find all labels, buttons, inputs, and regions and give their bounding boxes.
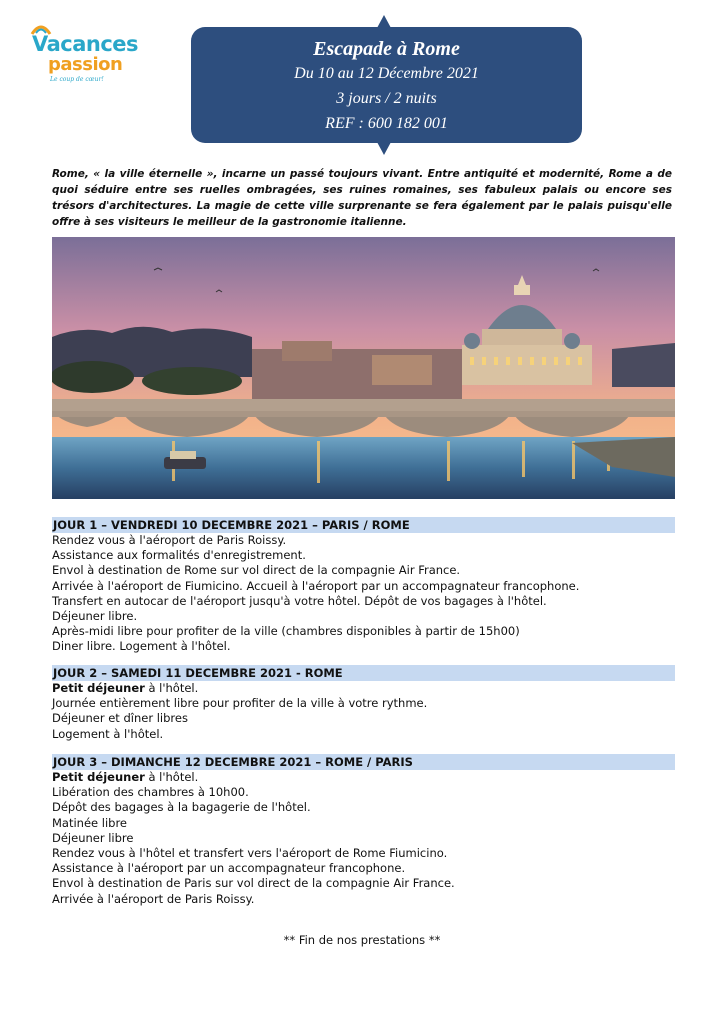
- vacances-passion-logo: [28, 18, 148, 88]
- rome-sunset-illustration: [52, 237, 675, 499]
- breakfast-rest: à l'hôtel.: [144, 770, 199, 784]
- day-1-line: Transfert en autocar de l'aéroport jusqu'à votre hôtel. Dépôt de vos bagages à l'hôtel.: [52, 593, 547, 608]
- day-3-line: Dépôt des bagages à la bagagerie de l'hôtel.: [52, 800, 311, 815]
- day-1-line: Déjeuner libre.: [52, 609, 138, 624]
- day-1-line: Arrivée à l'aéroport de Fiumicino. Accueil à l'aéroport par un accompagnateur francophone.: [52, 578, 580, 593]
- day-3-section: [52, 754, 675, 907]
- end-of-services-note: ** Fin de nos prestations **: [283, 933, 441, 947]
- day-3-line: Libération des chambres à 10h00.: [52, 785, 249, 800]
- title-box: [191, 27, 582, 143]
- day-1-line: Assistance aux formalités d'enregistrement.: [52, 548, 306, 563]
- rome-photo: [52, 237, 675, 499]
- day-3-line: Envol à destination de Paris sur vol direct de la compagnie Air France.: [52, 876, 455, 891]
- day-1-line: Diner libre. Logement à l'hôtel.: [52, 639, 231, 654]
- trip-dates: Du 10 au 12 Décembre 2021: [294, 65, 479, 82]
- day-1-heading: JOUR 1 – VENDREDI 10 DECEMBRE 2021 – PARIS / ROME: [52, 517, 675, 533]
- day-3-line: Assistance à l'aéroport par un accompagnateur francophone.: [52, 861, 406, 876]
- day-2-breakfast-line: [52, 681, 675, 696]
- day-3-line: Déjeuner libre: [52, 830, 134, 845]
- breakfast-rest: à l'hôtel.: [144, 681, 199, 695]
- day-2-section: [52, 665, 675, 742]
- day-3-heading: JOUR 3 – DIMANCHE 12 DECEMBRE 2021 – ROME / PARIS: [52, 754, 675, 770]
- day-2-line: Déjeuner et dîner libres: [52, 711, 188, 726]
- day-3-breakfast-line: [52, 770, 675, 785]
- day-3-line: Rendez vous à l'hôtel et transfert vers l'aéroport de Rome Fiumicino.: [52, 846, 448, 861]
- day-1-line: Envol à destination de Rome sur vol direct de la compagnie Air France.: [52, 563, 461, 578]
- day-2-line: Journée entièrement libre pour profiter de la ville à votre rythme.: [52, 696, 428, 711]
- day-3-line: Arrivée à l'aéroport de Paris Roissy.: [52, 891, 255, 906]
- logo-word-vacances: Vacances: [32, 32, 139, 56]
- trip-reference: REF : 600 182 001: [325, 115, 448, 132]
- day-1-line: Rendez vous à l'aéroport de Paris Roissy.: [52, 533, 287, 547]
- breakfast-label: Petit déjeuner: [52, 770, 145, 784]
- day-1-line: Après-midi libre pour profiter de la ville (chambres disponibles à partir de 15h00): [52, 624, 520, 639]
- breakfast-label: Petit déjeuner: [52, 681, 145, 695]
- day-2-heading: JOUR 2 – SAMEDI 11 DECEMBRE 2021 - ROME: [52, 665, 675, 681]
- day-1-section: [52, 517, 675, 655]
- logo-word-passion: passion: [48, 54, 123, 75]
- trip-title: Escapade à Rome: [313, 38, 460, 60]
- trip-duration: 3 jours / 2 nuits: [336, 90, 437, 107]
- day-3-line: Matinée libre: [52, 815, 128, 830]
- day-2-line: Logement à l'hôtel.: [52, 726, 164, 741]
- intro-paragraph: Rome, « la ville éternelle », incarne un passé toujours vivant. Entre antiquité et modernité, Rome a de quoi séduire entre ses ruelles ombragées, ses ruines romaines, ses fabuleux palais ou encore ses trésors d'architectures. La magie de cette ville surprenante se fera également par le palais puisqu'elle offre à ses visiteurs le meilleur de la gastronomie italienne.: [52, 168, 672, 228]
- logo-tagline: Le coup de cœur!: [50, 76, 104, 83]
